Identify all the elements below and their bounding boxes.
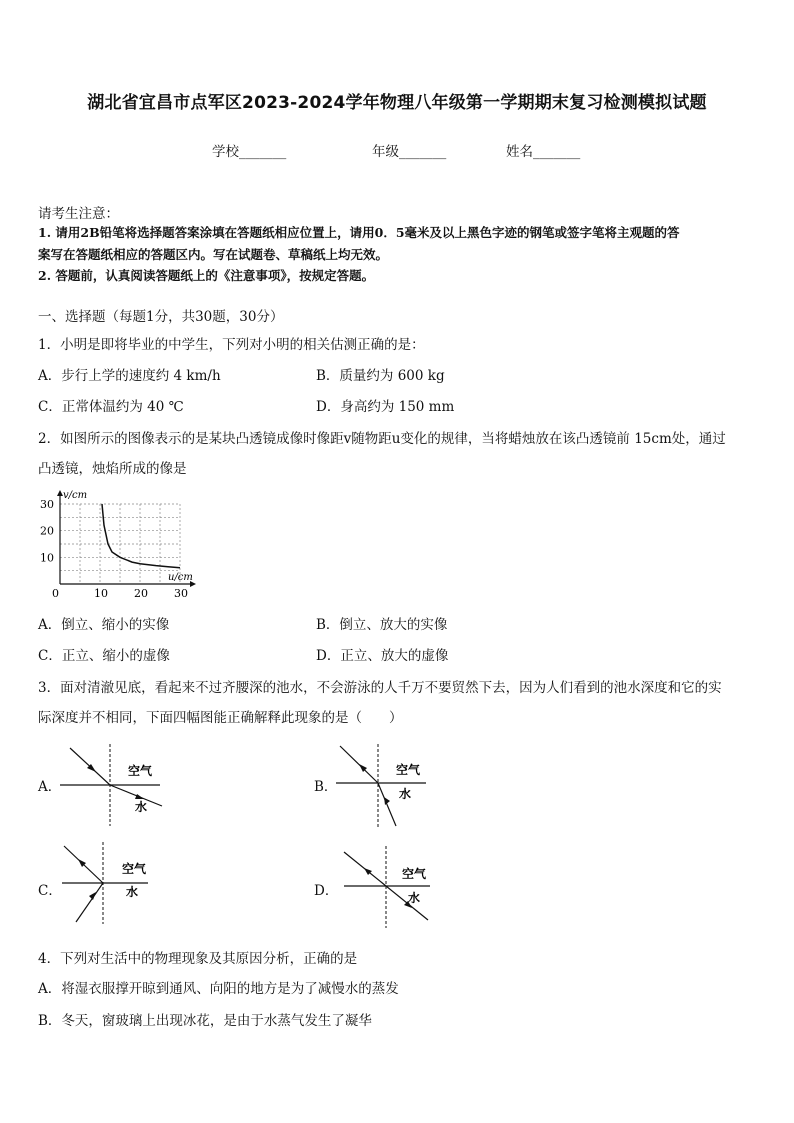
image-distance-chart xyxy=(36,488,196,602)
question-2-stem-line-1: 2．如图所示的图像表示的是某块凸透镜成像时像距v随物距u变化的规律，当将蜡烛放在该凸透镜前 15cm处，通过 xyxy=(38,431,726,447)
question-2-option-a: A．倒立、缩小的实像 xyxy=(38,617,170,633)
notice-item-2: 2. 答题前，认真阅读答题纸上的《注意事项》，按规定答题。 xyxy=(38,268,375,283)
question-2-option-c: C．正立、缩小的虚像 xyxy=(38,648,170,664)
v-u-curve xyxy=(102,504,180,568)
y-axis-label: v/cm xyxy=(63,490,88,501)
question-1-option-a: A．步行上学的速度约 4 km/h xyxy=(38,368,221,384)
grade-field: 年级_______ xyxy=(372,144,447,160)
option-b-label: B． xyxy=(314,779,338,795)
y-tick-label: 20 xyxy=(40,524,54,538)
air-label: 空气 xyxy=(396,763,421,777)
refraction-diagram-b xyxy=(336,744,446,828)
question-4-option-b: B．冬天，窗玻璃上出现冰花，是由于水蒸气发生了凝华 xyxy=(38,1013,372,1029)
question-2-stem-line-2: 凸透镜，烛焰所成的像是 xyxy=(38,461,187,477)
air-label: 空气 xyxy=(402,867,427,881)
notice-item-1-line-2: 案写在答题纸相应的答题区内。写在试题卷、草稿纸上均无效。 xyxy=(38,247,389,262)
air-label: 空气 xyxy=(122,862,147,876)
refraction-diagram-d xyxy=(340,846,440,928)
y-tick-label: 30 xyxy=(40,498,54,511)
question-3-stem-line-2: 际深度并不相同，下面四幅图能正确解释此现象的是（ ） xyxy=(38,710,403,726)
water-label: 水 xyxy=(126,885,139,899)
section-heading: 一、选择题（每题1分，共30题，30分） xyxy=(38,309,284,325)
question-1-option-c: C．正常体温约为 40 ℃ xyxy=(38,399,184,415)
air-label: 空气 xyxy=(128,764,153,778)
name-field: 姓名_______ xyxy=(506,144,581,160)
x-tick-label: 10 xyxy=(94,587,108,600)
notice-item-1-line-1: 1. 请用2B铅笔将选择题答案涂填在答题纸相应位置上，请用0．5毫米及以上黑色字迹的钢笔或签字笔将主观题的答 xyxy=(38,225,680,240)
y-tick-label: 10 xyxy=(40,551,54,565)
x-tick-label: 30 xyxy=(174,587,188,600)
refraction-diagram-c xyxy=(60,842,160,924)
question-4-option-a: A．将湿衣服撑开晾到通风、向阳的地方是为了减慢水的蒸发 xyxy=(38,981,399,997)
question-4-stem: 4．下列对生活中的物理现象及其原因分析，正确的是 xyxy=(38,951,358,967)
page-title: 湖北省宜昌市点军区2023-2024学年物理八年级第一学期期末复习检测模拟试题 xyxy=(87,93,707,113)
x-tick-label: 20 xyxy=(134,587,148,600)
refraction-diagram-a xyxy=(60,744,170,826)
option-a-label: A． xyxy=(38,779,62,795)
water-label: 水 xyxy=(399,787,412,801)
question-1-option-d: D．身高约为 150 mm xyxy=(316,399,455,415)
school-field: 学校_______ xyxy=(212,144,287,160)
question-2-option-b: B．倒立、放大的实像 xyxy=(316,617,448,633)
question-2-option-d: D．正立、放大的虚像 xyxy=(316,648,449,664)
notice-heading: 请考生注意： xyxy=(38,206,119,222)
option-d-label: D． xyxy=(314,883,339,899)
x-axis-label: u/cm xyxy=(168,572,193,583)
option-c-label: C． xyxy=(38,883,62,899)
question-1-stem: 1．小明是即将毕业的中学生，下列对小明的相关估测正确的是： xyxy=(38,337,425,353)
water-label: 水 xyxy=(408,891,421,905)
x-tick-label: 0 xyxy=(52,587,59,600)
question-1-option-b: B．质量约为 600 kg xyxy=(316,368,445,384)
water-label: 水 xyxy=(135,800,148,814)
question-3-stem-line-1: 3．面对清澈见底，看起来不过齐腰深的池水，不会游泳的人千万不要贸然下去，因为人们看到的池水深度和它的实 xyxy=(38,680,722,696)
